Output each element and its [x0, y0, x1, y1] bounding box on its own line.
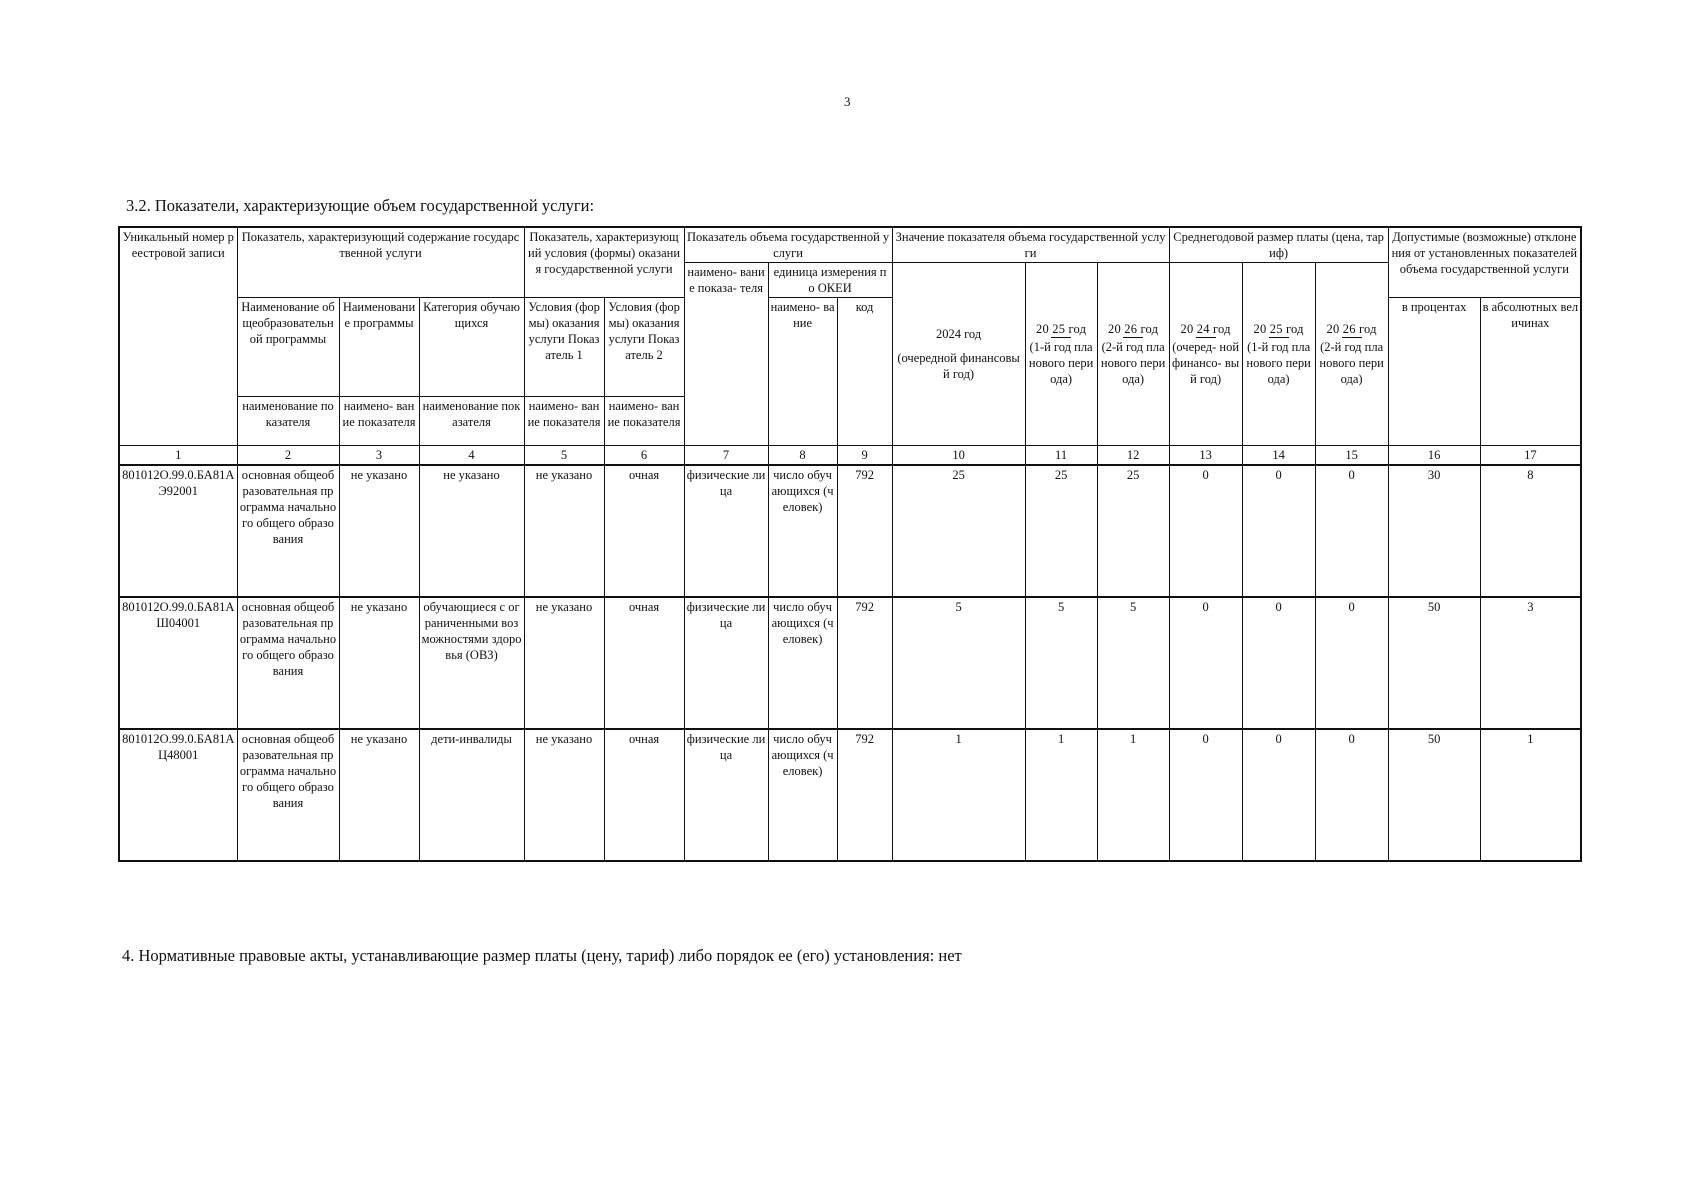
program: основная общеобразовательная программа начального общего образования	[237, 729, 339, 861]
header-program-indicator: наименование показателя	[237, 397, 339, 446]
table-row	[119, 729, 1581, 861]
program-name: не указано	[339, 729, 419, 861]
column-number: 3	[339, 446, 419, 466]
fee-2024: 0	[1169, 465, 1242, 597]
header-fee-2026	[1315, 263, 1388, 446]
condition-1: не указано	[524, 597, 604, 729]
fee-2026: 0	[1315, 597, 1388, 729]
unit-name: число обучающихся (человек)	[768, 597, 837, 729]
program-name: не указано	[339, 465, 419, 597]
column-number: 10	[892, 446, 1025, 466]
fee-2024: 0	[1169, 597, 1242, 729]
header-conditions-group: Показатель, характеризующий условия (формы) оказания государственной услуги	[524, 227, 684, 298]
deviation-percent: 50	[1388, 729, 1480, 861]
deviation-percent: 50	[1388, 597, 1480, 729]
header-value-2026	[1097, 263, 1169, 446]
header-condition-1: Условия (формы) оказания услуги Показатель 1	[524, 298, 604, 397]
header-deviation-percent: в процентах	[1388, 298, 1480, 446]
header-row-1	[119, 227, 1581, 263]
condition-2: очная	[604, 729, 684, 861]
value-2024: 1	[892, 729, 1025, 861]
header-program-name: Наименование программы	[339, 298, 419, 397]
header-regnum: Уникальный номер реестровой записи	[119, 227, 237, 446]
header-value-2025-note: (1-й год планового периода)	[1028, 340, 1094, 386]
indicator-name: физические лица	[684, 597, 768, 729]
registry-number: 801012О.99.0.БА81АЭ92001	[119, 465, 237, 597]
unit-code: 792	[837, 465, 892, 597]
header-value-2026-note: (2-й год планового периода)	[1100, 340, 1166, 386]
fee-2025: 0	[1242, 729, 1315, 861]
unit-code: 792	[837, 729, 892, 861]
header-unit-code: код	[837, 298, 892, 446]
header-volume-name: наимено- вание показа- теля	[684, 263, 768, 446]
header-fee-2025-year: 20 25 год	[1253, 322, 1304, 336]
header-fee-2026-year: 20 26 год	[1326, 322, 1377, 336]
fee-2024: 0	[1169, 729, 1242, 861]
value-2024: 5	[892, 597, 1025, 729]
header-fee-2024-note: (очеред- ной финансо- вый год)	[1172, 340, 1240, 386]
header-value-2026-year: 20 26 год	[1108, 322, 1159, 336]
column-number: 8	[768, 446, 837, 466]
value-2025: 25	[1025, 465, 1097, 597]
volume-indicators-table-wrapper	[118, 226, 1580, 862]
fee-2026: 0	[1315, 729, 1388, 861]
volume-indicators-table	[118, 226, 1582, 862]
header-category: Категория обучающихся	[419, 298, 524, 397]
column-number: 2	[237, 446, 339, 466]
footer-note: 4. Нормативные правовые акты, устанавливающие размер платы (цену, тариф) либо порядок ее (его) установления: нет	[122, 946, 962, 965]
header-value-2024-note: (очередной финансовый год)	[897, 351, 1020, 381]
column-number: 1	[119, 446, 237, 466]
header-deviation-absolute: в абсолютных величинах	[1480, 298, 1581, 446]
column-number: 9	[837, 446, 892, 466]
value-2025: 1	[1025, 729, 1097, 861]
header-category-indicator: наименование показателя	[419, 397, 524, 446]
value-2026: 25	[1097, 465, 1169, 597]
header-content-group: Показатель, характеризующий содержание государственной услуги	[237, 227, 524, 298]
header-value-2025	[1025, 263, 1097, 446]
header-program: Наименование общеобразовательной программы	[237, 298, 339, 397]
section-heading: 3.2. Показатели, характеризующие объем государственной услуги:	[126, 196, 595, 215]
indicator-name: физические лица	[684, 729, 768, 861]
deviation-percent: 30	[1388, 465, 1480, 597]
column-number: 7	[684, 446, 768, 466]
fee-2025: 0	[1242, 465, 1315, 597]
column-number: 14	[1242, 446, 1315, 466]
deviation-absolute: 1	[1480, 729, 1581, 861]
program: основная общеобразовательная программа начального общего образования	[237, 465, 339, 597]
table-row	[119, 597, 1581, 729]
header-condition-2-indicator: наимено- вание показателя	[604, 397, 684, 446]
category: дети-инвалиды	[419, 729, 524, 861]
header-value-2024	[892, 263, 1025, 446]
header-value-2025-year: 20 25 год	[1036, 322, 1087, 336]
header-fee-2025-note: (1-й год планового периода)	[1246, 340, 1311, 386]
value-2025: 5	[1025, 597, 1097, 729]
column-number-row	[119, 446, 1581, 466]
page-number: 3	[844, 94, 851, 109]
unit-name: число обучающихся (человек)	[768, 465, 837, 597]
condition-2: очная	[604, 597, 684, 729]
deviation-absolute: 3	[1480, 597, 1581, 729]
header-fee-2026-note: (2-й год планового периода)	[1319, 340, 1384, 386]
header-value-2024-year: 2024 год	[935, 327, 982, 341]
condition-2: очная	[604, 465, 684, 597]
value-2024: 25	[892, 465, 1025, 597]
registry-number: 801012О.99.0.БА81АЦ48001	[119, 729, 237, 861]
category: обучающиеся с ограниченными возможностями здоровья (ОВЗ)	[419, 597, 524, 729]
column-number: 16	[1388, 446, 1480, 466]
fee-2025: 0	[1242, 597, 1315, 729]
header-program-name-indicator: наимено- вание показателя	[339, 397, 419, 446]
header-value-group: Значение показателя объема государственной услуги	[892, 227, 1169, 263]
header-fee-2024	[1169, 263, 1242, 446]
column-number: 11	[1025, 446, 1097, 466]
condition-1: не указано	[524, 465, 604, 597]
unit-code: 792	[837, 597, 892, 729]
fee-2026: 0	[1315, 465, 1388, 597]
indicator-name: физические лица	[684, 465, 768, 597]
header-fee-group: Среднегодовой размер платы (цена, тариф)	[1169, 227, 1388, 263]
header-deviation-group: Допустимые (возможные) отклонения от установленных показателей объема государственной услуги	[1388, 227, 1581, 298]
header-condition-1-indicator: наимено- вание показателя	[524, 397, 604, 446]
column-number: 17	[1480, 446, 1581, 466]
registry-number: 801012О.99.0.БА81АШ04001	[119, 597, 237, 729]
value-2026: 5	[1097, 597, 1169, 729]
header-fee-2024-year: 20 24 год	[1180, 322, 1231, 336]
value-2026: 1	[1097, 729, 1169, 861]
header-volume-group: Показатель объема государственной услуги	[684, 227, 892, 263]
header-fee-2025	[1242, 263, 1315, 446]
column-number: 6	[604, 446, 684, 466]
program-name: не указано	[339, 597, 419, 729]
unit-name: число обучающихся (человек)	[768, 729, 837, 861]
column-number: 5	[524, 446, 604, 466]
column-number: 12	[1097, 446, 1169, 466]
category: не указано	[419, 465, 524, 597]
header-unit-name: наимено- вание	[768, 298, 837, 446]
column-number: 4	[419, 446, 524, 466]
condition-1: не указано	[524, 729, 604, 861]
header-condition-2: Условия (формы) оказания услуги Показатель 2	[604, 298, 684, 397]
deviation-absolute: 8	[1480, 465, 1581, 597]
header-volume-unit: единица измерения по ОКЕИ	[768, 263, 892, 298]
table-row	[119, 465, 1581, 597]
program: основная общеобразовательная программа начального общего образования	[237, 597, 339, 729]
column-number: 13	[1169, 446, 1242, 466]
column-number: 15	[1315, 446, 1388, 466]
